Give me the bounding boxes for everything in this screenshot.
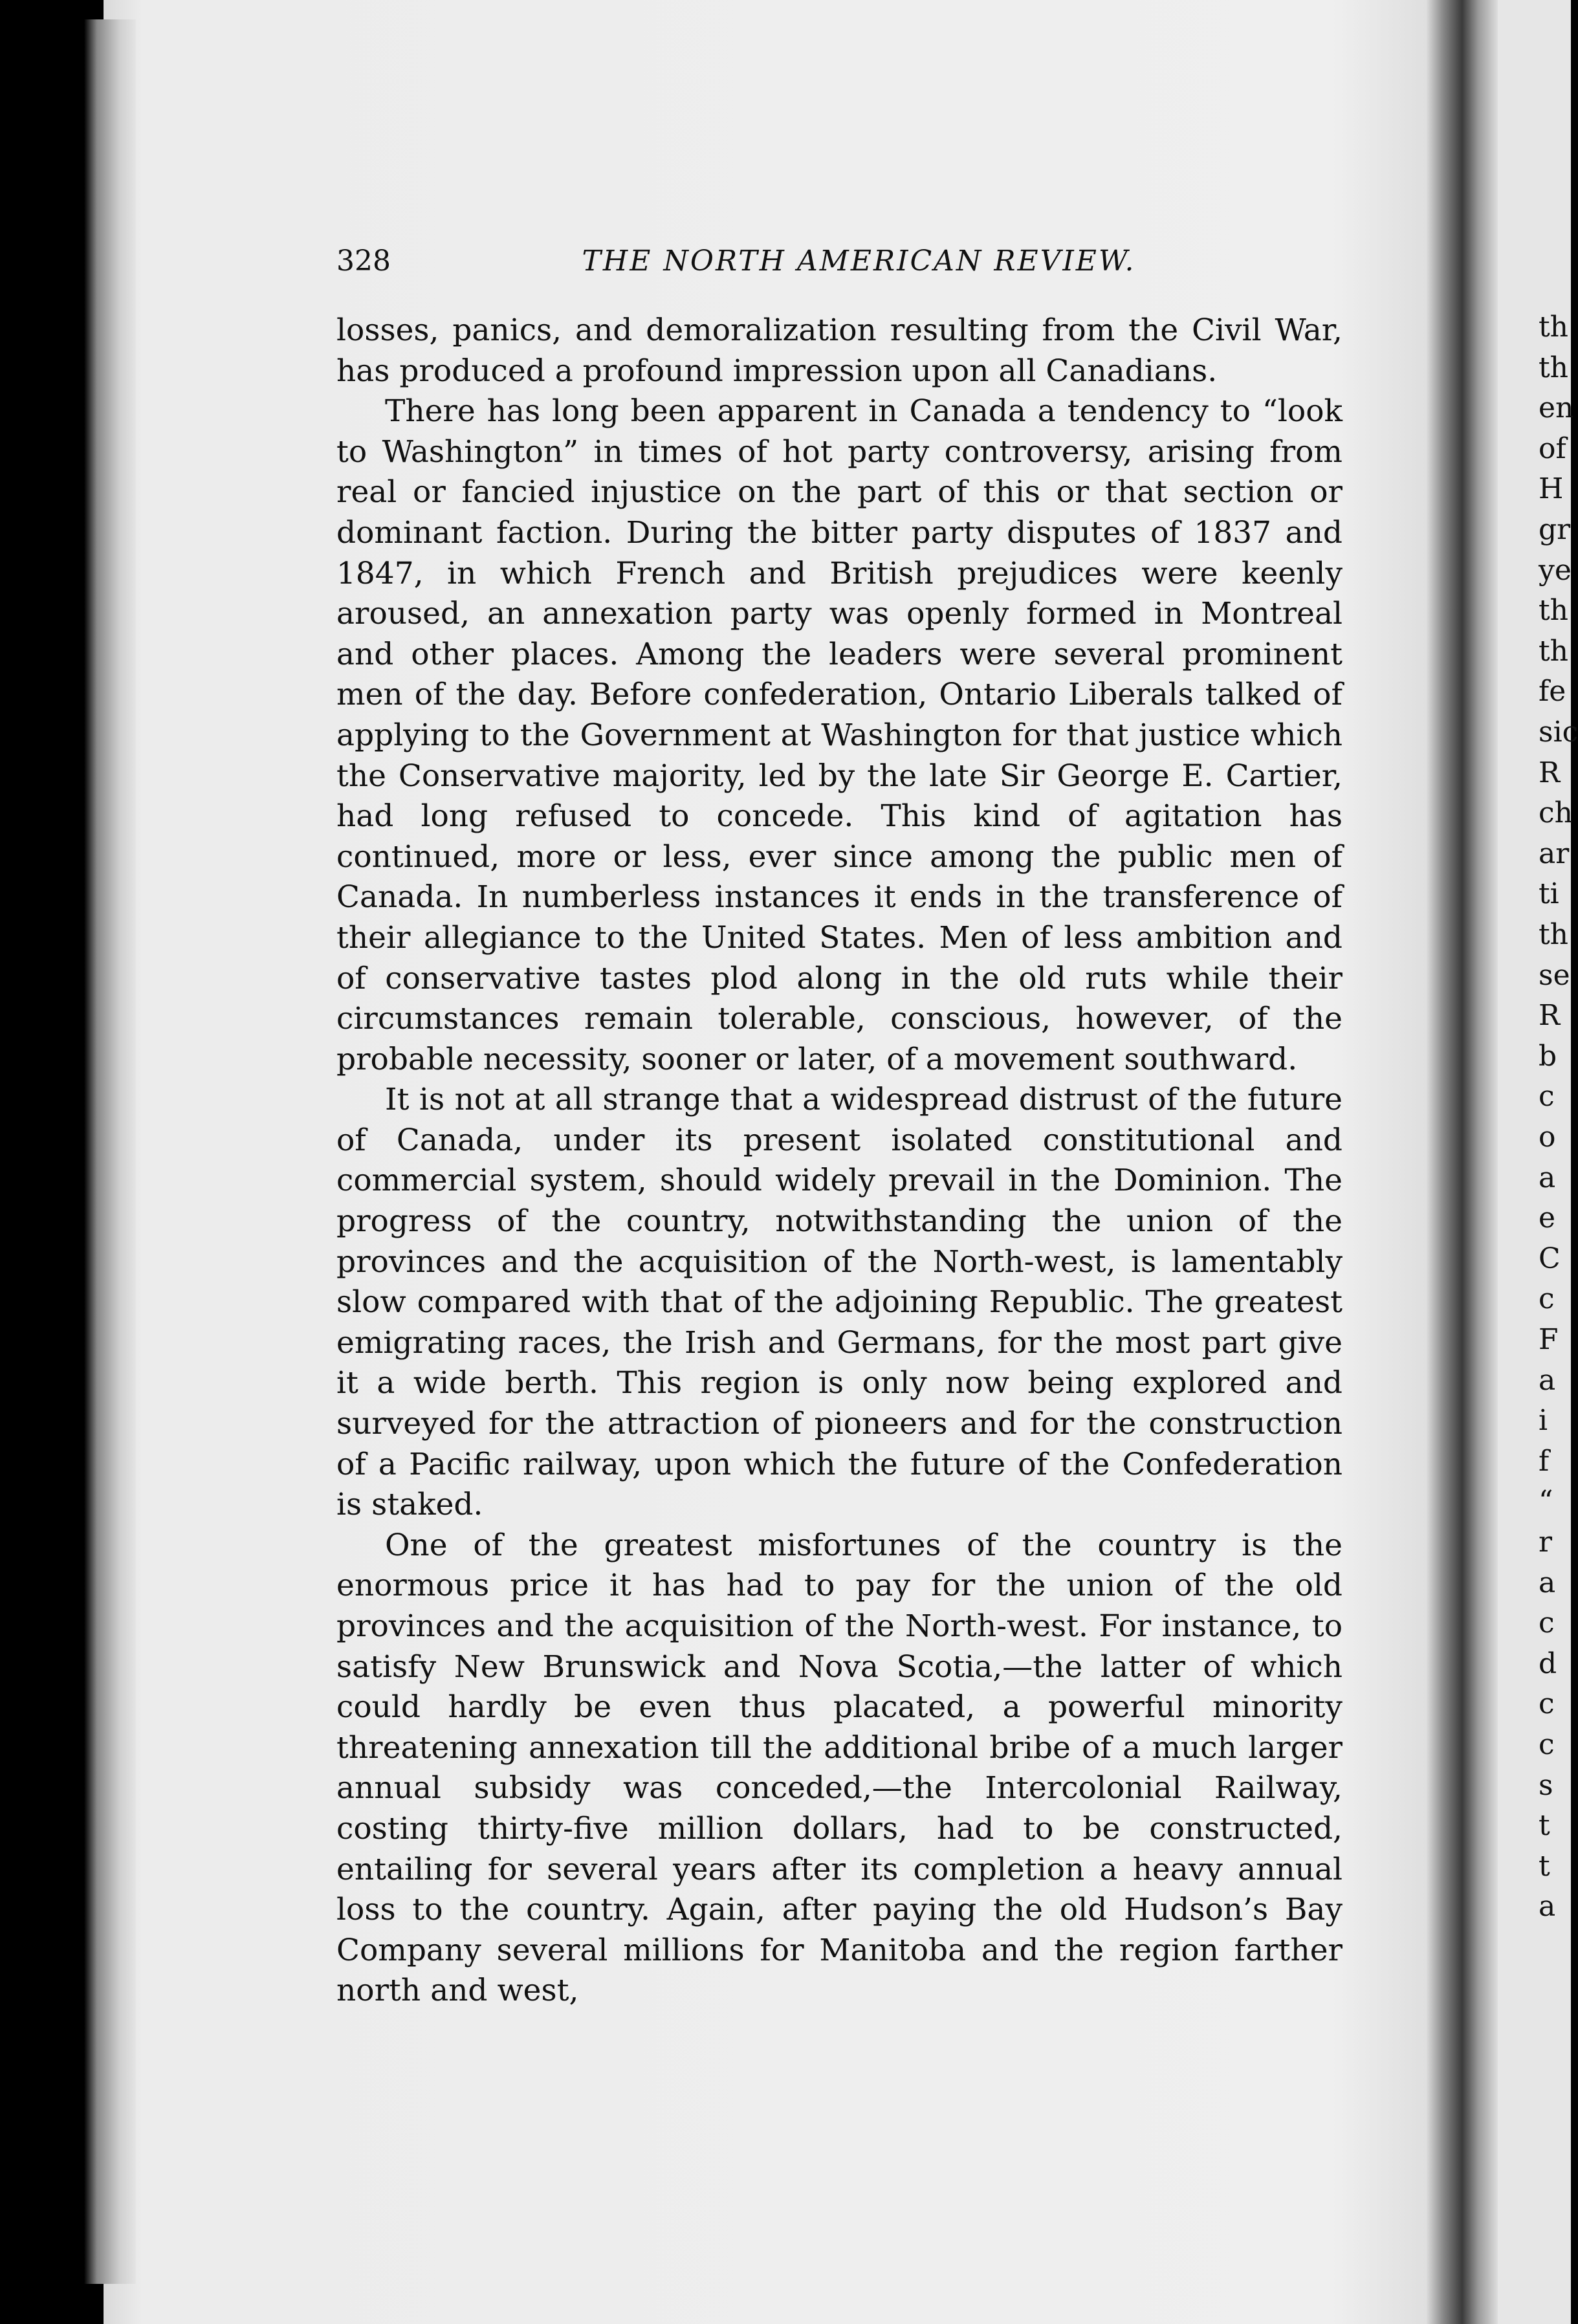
facing-page-line: a bbox=[1539, 1890, 1556, 1924]
facing-page-line: i bbox=[1539, 1404, 1548, 1438]
body-text bbox=[336, 311, 1342, 2012]
paragraph-4: One of the greatest misfortunes of the country is the enormous price it has had to pay for the union of the old provinces and the acquisition of the North-west. For instance, to satisfy New Brunswick and Nova Scotia,—the latter of which could hardly be even thus placated, a powerful minority threatening annexation till the additional bribe of a much larger annual subsidy was conceded,—the Intercolonial Railway, costing thirty-five million dollars, had to be constructed, entailing for several years after its completion a heavy annual loss to the country. Again, after paying the old Hudson’s Bay Company several millions for Manitoba and the region farther north and west, bbox=[336, 1527, 1342, 2009]
paragraph-3: It is not at all strange that a widespread distrust of the future of Canada, under its present isolated constitutional and commercial system, should widely prevail in the Dominion. The progress of the country, notwithstanding the union of the provinces and the acquisition of the North-west, is lamentably slow compared with that of the adjoining Republic. The greatest emigrating races, the Irish and Germans, for the most part give it a wide berth. This region is only now being explored and surveyed for the attraction of pioneers and for the construction of a Pacific railway, upon which the future of the Confederation is staked. bbox=[336, 1082, 1342, 1523]
facing-page-line: sic bbox=[1539, 716, 1578, 749]
facing-page-line: ti bbox=[1539, 877, 1559, 911]
facing-page-line: th bbox=[1539, 351, 1569, 384]
facing-page-line: c bbox=[1539, 1282, 1555, 1316]
facing-page-line: R bbox=[1539, 756, 1561, 789]
facing-page-line: t bbox=[1539, 1809, 1550, 1843]
facing-page-line: o bbox=[1539, 1121, 1556, 1154]
facing-page-line: c bbox=[1539, 1687, 1555, 1721]
facing-page-line: “ bbox=[1539, 1485, 1553, 1518]
facing-page-line: c bbox=[1539, 1606, 1555, 1640]
facing-page-line: a bbox=[1539, 1161, 1556, 1194]
running-title: THE NORTH AMERICAN REVIEW. bbox=[582, 245, 1136, 278]
page-number: 328 bbox=[336, 245, 391, 278]
facing-page-line: a bbox=[1539, 1566, 1556, 1599]
facing-page-line: t bbox=[1539, 1849, 1550, 1883]
facing-page-line: ye bbox=[1539, 553, 1572, 587]
facing-page-line: s bbox=[1539, 1768, 1553, 1802]
facing-page-line: se bbox=[1539, 958, 1570, 992]
facing-page-line: th bbox=[1539, 311, 1569, 344]
facing-page-line: c bbox=[1539, 1080, 1555, 1113]
facing-page bbox=[1498, 0, 1574, 2324]
facing-page-line: fe bbox=[1539, 675, 1566, 708]
page-header bbox=[336, 245, 1342, 290]
facing-page-line: en bbox=[1539, 391, 1574, 425]
facing-page-line: th bbox=[1539, 594, 1569, 628]
facing-page-line: e bbox=[1539, 1201, 1556, 1235]
paragraph-1: losses, panics, and demoralization resulting from the Civil War, has produced a profound impression upon all Canadians. bbox=[336, 312, 1342, 389]
facing-page-line: F bbox=[1539, 1323, 1559, 1356]
facing-page-line: gr bbox=[1539, 513, 1571, 546]
paragraph-2: There has long been apparent in Canada a tendency to “look to Washington” in times of hot party controversy, arising from real or fancied injustice on the part of this or that section or dominant faction. During the bitter party disputes of 1837 and 1847, in which French and British prejudices were keenly aroused, an annexation party was openly formed in Montreal and other places. Among the leaders were several prominent men of the day. Before confederation, Ontario Liberals talked of applying to the Government at Washington for that justice which the Conservative majority, led by the late Sir George E. Cartier, had long refused to concede. This kind of agitation has continued, more or less, ever since among the public men of Canada. In numberless instances it ends in the transference of their allegiance to the United States. Men of less ambition and of conservative tastes plod along in the old ruts while their circumstances remain tolerable, conscious, however, of the probable necessity, sooner or later, of a movement southward. bbox=[336, 393, 1342, 1077]
facing-page-line: th bbox=[1539, 918, 1569, 951]
facing-page-line: H bbox=[1539, 472, 1564, 506]
facing-page-line: a bbox=[1539, 1363, 1556, 1397]
facing-page-line: b bbox=[1539, 1039, 1557, 1073]
facing-page-line: r bbox=[1539, 1526, 1553, 1559]
facing-page-line: c bbox=[1539, 1728, 1555, 1761]
page-left-edge bbox=[84, 19, 136, 2284]
binding-gutter bbox=[1427, 0, 1498, 2324]
facing-page-line: ar bbox=[1539, 837, 1570, 870]
facing-page-line: of bbox=[1539, 432, 1566, 465]
facing-page-line: th bbox=[1539, 634, 1569, 668]
facing-page-line: C bbox=[1539, 1242, 1561, 1275]
facing-page-line: ch bbox=[1539, 796, 1573, 830]
facing-page-line: R bbox=[1539, 999, 1561, 1033]
facing-page-line: d bbox=[1539, 1647, 1557, 1680]
facing-page-line: f bbox=[1539, 1444, 1550, 1478]
